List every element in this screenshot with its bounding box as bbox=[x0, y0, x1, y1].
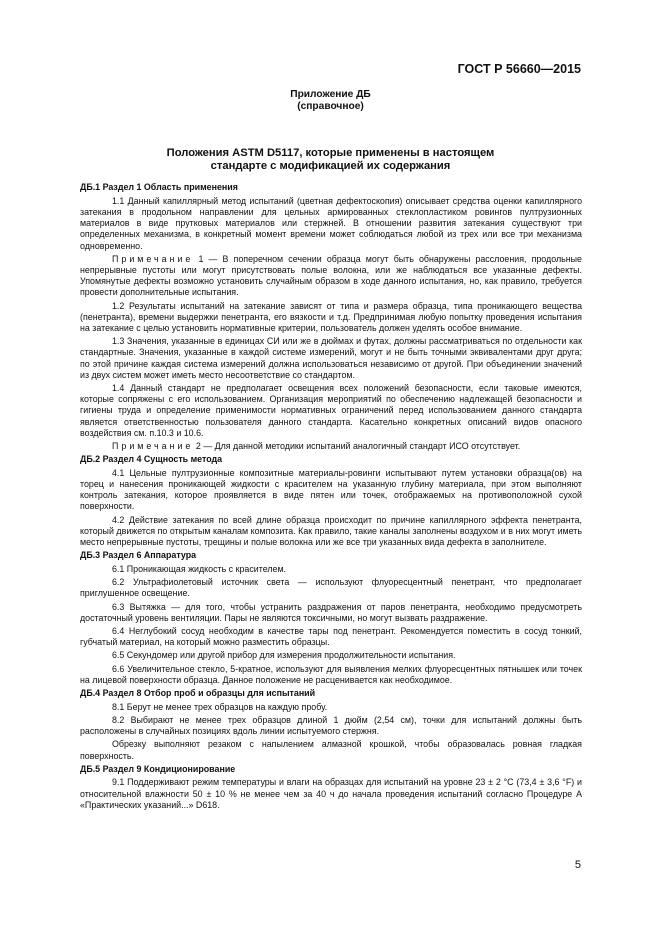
document-body bbox=[80, 182, 582, 813]
body-paragraph: 6.6 Увеличительное стекло, 5-кратное, используют для выявления мелких флуоресцентных пятнышек или точек на лицевой поверхности образца. Данное положение не расценивается как необходимое. bbox=[80, 663, 582, 685]
note-paragraph bbox=[80, 441, 582, 452]
body-paragraph: 9.1 Поддерживают режим температуры и влаги на образцах для испытаний на уровне 23 ± 2 °С (73,4 ± 3,6 °F) и относительной влажности 50 ± 10 % не менее чем за 40 ч до начала проведения испытаний согласно Процедуре А «Практических указаний...» D618. bbox=[80, 777, 582, 810]
note-label: Примечание bbox=[112, 440, 194, 451]
document-title bbox=[110, 147, 551, 173]
body-paragraph: Обрезку выполняют резаком с напылением алмазной крошкой, чтобы образовалась ровная гладкая поверхность. bbox=[80, 739, 582, 761]
section-heading: ДБ.4 Раздел 8 Отбор проб и образцы для испытаний bbox=[80, 688, 316, 699]
body-paragraph: 1.4 Данный стандарт не предполагает освещения всех положений безопасности, если таковые имеются, которые сопряжены с его использованием. Организация мероприятий по обеспечению надлежащей безопасности и гигиены труда и определение применимости нормативных ограничений перед использованием данного стандарта является ответственностью пользователя данного стандарта. Касательно конкретных описаний видов опасного воздействия см. п.10.3 и 10.6. bbox=[80, 382, 582, 438]
document-title-line-2: стандарте с модификацией их содержания bbox=[210, 160, 451, 172]
body-paragraph: 6.2 Ультрафиолетовый источник света — используют флуоресцентный пенетрант, что предполагает приглушенное освещение. bbox=[80, 577, 582, 599]
body-paragraph: 1.2 Результаты испытаний на затекание зависят от типа и размера образца, типа проникающего вещества (пенетранта), времени выдержки пенетранта, его вязкости и т.д. Предпринимая любую попытку проведения испытания на затекание с целью установить нормативные критерии, пользователь должен уделять особое внимание. bbox=[80, 300, 582, 333]
note-text: 1 — В поперечном сечении образца могут быть обнаружены расслоения, продольные непрерывные пустоты или могут присутствовать полые волокна, или же наблюдаться все указанные дефекты. Упомянутые дефекты возможно установить случайным образом в ходе данного испытания, но, как правило, требуется провести дополнительные испытания. bbox=[80, 253, 582, 298]
section-heading: ДБ.3 Раздел 6 Аппаратура bbox=[80, 550, 197, 561]
section-heading: ДБ.1 Раздел 1 Область применения bbox=[80, 182, 238, 192]
page-number: 5 bbox=[574, 859, 581, 871]
section-heading: ДБ.5 Раздел 9 Кондиционирование bbox=[80, 763, 236, 774]
note-label: Примечание bbox=[112, 253, 194, 264]
body-paragraph: 8.2 Выбирают не менее трех образцов длиной 1 дюйм (2,54 см), точки для испытаний должны быть расположены в случайных позициях вдоль линии испытуемого стержня. bbox=[80, 714, 582, 737]
note-text: 2 — Для данной методики испытаний аналогичный стандарт ИСО отсутствует. bbox=[193, 440, 521, 451]
document-standard-number: ГОСТ Р 56660—2015 bbox=[457, 62, 581, 76]
body-paragraph: 1.1 Данный капиллярный метод испытаний (цветная дефектоскопия) описывает средства оценки капиллярного затекания в продольном направлении для цельных армированных стеклопластиком ровингов пултрузионных материалов в виде прутковых материалов или стержней. В отношении развития затекания существуют три определенных механизма, в конкретный момент времени может соблюдаться любой из трех или все три механизма одновременно. bbox=[80, 195, 582, 251]
body-paragraph: 6.5 Секундомер или другой прибор для измерения продолжительности испытания. bbox=[112, 650, 456, 661]
body-paragraph: 6.4 Неглубокий сосуд необходим в качестве тары под пенетрант. Рекомендуется поместить в сосуд тонкий, губчатый материал, на который можно разместить образцы. bbox=[80, 626, 582, 648]
appendix-heading bbox=[0, 89, 661, 113]
document-title-line-1: Положения ASTM D5117, которые применены в настоящем bbox=[166, 147, 495, 159]
body-paragraph: 6.1 Проникающая жидкость с красителем. bbox=[112, 564, 287, 574]
appendix-subtitle: (справочное) bbox=[297, 101, 364, 112]
note-paragraph bbox=[80, 254, 582, 299]
body-paragraph: 4.2 Действие затекания по всей длине образца происходит по причине капиллярного эффекта пенетранта, который движется по открытым каналам композита. Как правило, такие каналы заполнены воздухом и в них могут иметь место непрерывные пустоты, трещины и полые волокна или же все три указанных вида дефекта в заполнителе. bbox=[80, 514, 582, 548]
body-paragraph: 1.3 Значения, указанные в единицах СИ или же в дюймах и футах, должны рассматриваться по отдельности как стандартные. Значения, указанные в каждой системе измерений, могут и не быть точными эквивалентами друг друга; по этой причине каждая система измерений должна использоваться независимо от другой. При объединении значений из двух систем может иметь место несоответствие со стандартом. bbox=[80, 336, 582, 380]
body-paragraph: 6.3 Вытяжка — для того, чтобы устранить раздражения от паров пенетранта, необходимо предусмотреть достаточный уровень вентиляции. Пары не являются токсичными, но могут вызвать раздражение. bbox=[80, 601, 582, 623]
section-heading: ДБ.2 Раздел 4 Сущность метода bbox=[80, 454, 223, 465]
body-paragraph: 8.1 Берут не менее трех образцов на каждую пробу. bbox=[112, 701, 328, 712]
body-paragraph: 4.1 Цельные пултрузионные композитные материалы-ровинги испытывают путем установки образца(ов) на торец и нанесения проникающей жидкости с красителем на указанную глубину материала, при этом выполняют контроль затекания, которое проявляется в виде пятен или точек, отображаемых на противоположной сухой поверхности. bbox=[80, 467, 582, 512]
appendix-title: Приложение ДБ bbox=[290, 89, 371, 100]
